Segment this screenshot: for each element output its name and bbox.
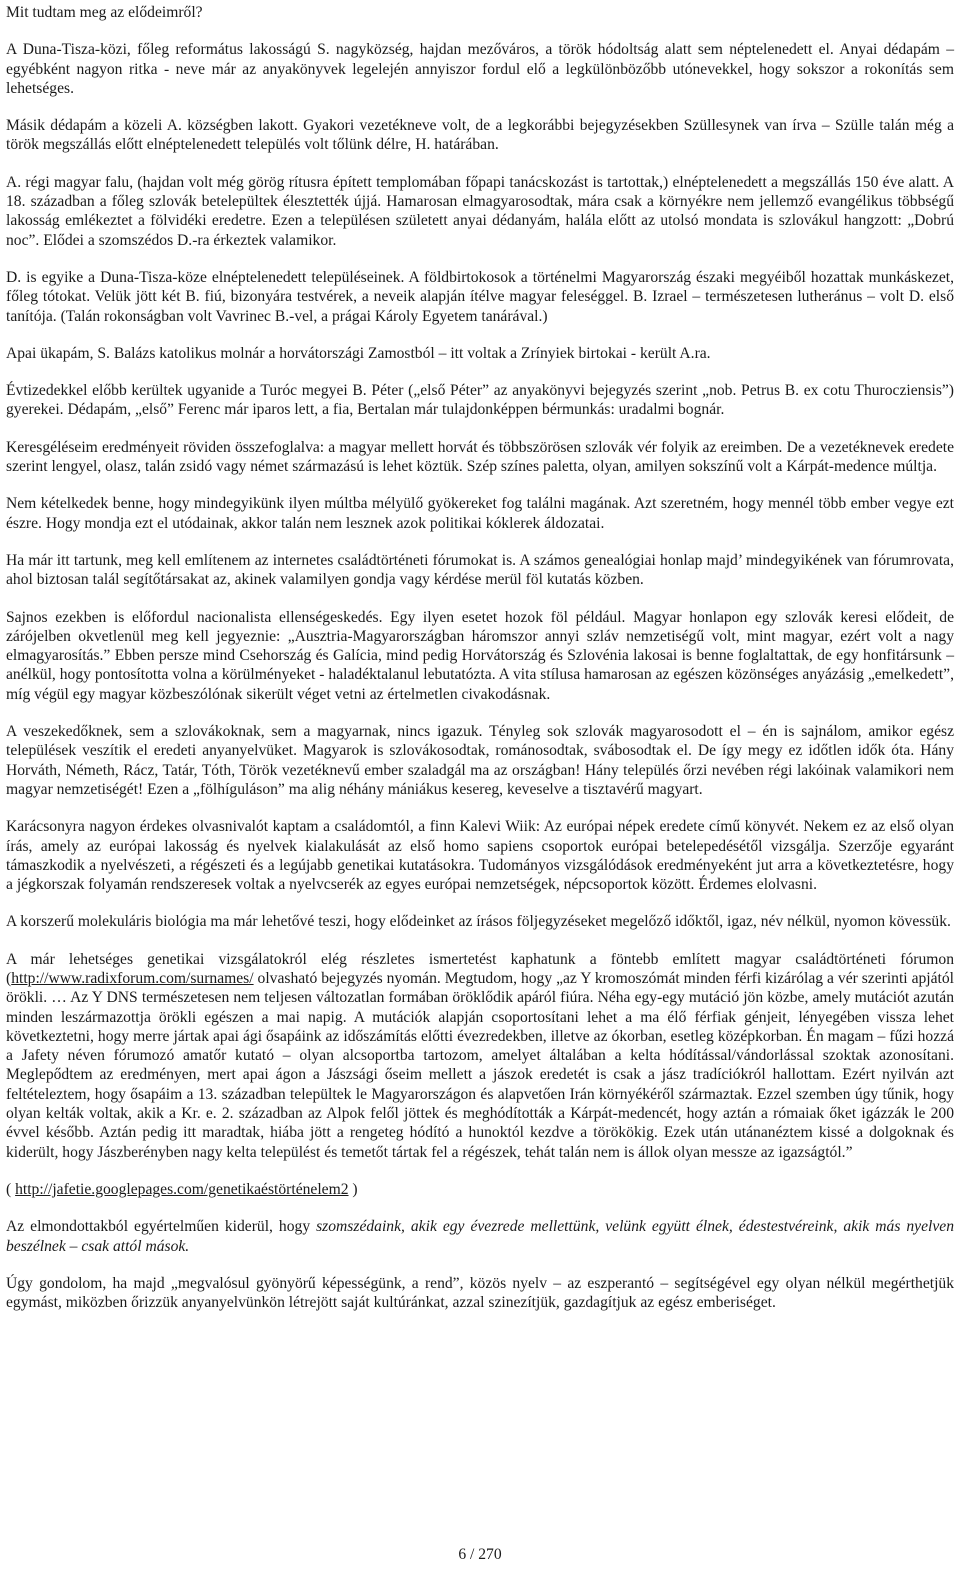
radixforum-link[interactable]: http://www.radixforum.com/surnames/ — [11, 969, 254, 987]
paragraph-10: Sajnos ezekben is előfordul nacionalista ellenségeskedés. Egy ilyen esetet hozok föl például. Magyar honlapon egy szlovák keresi elődeit, de zárójelben okvetlenül meg kell jegyeznie: „Ausztria-Magyarországban háromszor annyi szláv nemzetiségű volt, mint magyar, ezért volt a nagy elmagyarosítás.” Ebben persze mind Csehország és Galícia, mind pedig Horvátország és Szlovénia lakosai is benne foglaltattak, de egy honfitársunk – anélkül, hogy pontosította volna a körülményeket - haladéktalanul lebutatózta. A vita stílusa hamarosan az egészen közönséges anyázásig „emelkedett”, míg végül egy magyar közbeszólónak sikerült véget vetni az értelmetlen civakodásnak. — [6, 608, 954, 703]
paragraph-9: Ha már itt tartunk, meg kell említenem az internetes családtörténeti fórumokat is. A számos genealógiai honlap majd’ mindegyikének van fórumrovata, ahol biztosan talál segítőtársakat az, akinek valamilyen gondja vagy kérdése merül föl kutatás közben. — [6, 551, 954, 589]
genetics-text-before-link: A már lehetséges genetikai vizsgálatokról elég részletes ismertetést kaphatunk a föntebb említett magyar családtörténeti fórumon ( — [6, 950, 954, 987]
paragraph-4: D. is egyike a Duna-Tisza-köze elnéptelenedett településeinek. A földbirtokosok a történelmi Magyarország északi megyéiből hozattak munkáskezet, főleg tótokat. Velük jött két B. fiú, bizonyára testvérek, a neveik alapján ítélve magyar feleséggel. B. Izrael – természetesen lutheránus – volt D. első tanítója. (Talán rokonságban volt Vavrinec B.-vel, a prágai Károly Egyetem tanárával.) — [6, 268, 954, 325]
conclusion-normal-text: Az elmondottakból egyértelműen kiderül, hogy — [6, 1218, 317, 1236]
source-link-line — [6, 1180, 954, 1199]
final-paragraph: Úgy gondolom, ha majd „megvalósul gyönyörű képességünk, a rend”, közös nyelv – az eszperantó – segítségével egy olyan nélkül megérthetjük egymást, miközben őrizzük anyanyelvünkön létrejött saját kultúránkat, azzal szinezítjük, gazdagítjuk az egész emberiséget. — [6, 1274, 954, 1312]
document-title: Mit tudtam meg az elődeimről? — [6, 4, 203, 21]
source-close-paren: ) — [348, 1180, 358, 1198]
paragraph-8: Nem kételkedek benne, hogy mindegyikünk ilyen múltba mélyülő gyökereket fog találni magának. Azt szeretném, hogy mennél több ember vegye ezt észre. Hogy mondja ezt el utódainak, akkor talán nem lesznek azok politikai kóklerek áldozatai. — [6, 495, 954, 532]
genetics-paragraph — [6, 950, 954, 1162]
paragraph-12: Karácsonyra nagyon érdekes olvasnivalót kaptam a családomtól, a finn Kalevi Wiik: Az európai népek eredete című könyvét. Nekem ez az első olyan írás, amely az európai lakosság és nyelvek kialakulását az első homo sapiens csoportok európai betelepedésétől vizsgálja. Szerzője egyaránt támaszkodik a nyelvészeti, a régészeti és a legújabb genetikai kutatásokra. Tudományos vizsgálódások eredményeként jut arra a következtetésre, hogy a jégkorszak folyamán rendszeresek voltak a nyelvcserék az egyes európai nemzetségek, népcsoportok között. Érdemes elolvasni. — [6, 818, 954, 894]
paragraph-6: Évtizedekkel előbb kerültek ugyanide a Turóc megyei B. Péter („első Péter” az anyakönyvi bejegyzés szerint „nob. Petrus B. ex cotu Thurocziensis”) gyerekei. Dédapám, „első” Ferenc már iparos lett, a fia, Bertalan már tulajdonképpen bérmunkás: uradalmi bognár. — [6, 382, 954, 419]
paragraph-13: A korszerű molekuláris biológia ma már lehetővé teszi, hogy elődeinket az írásos följegyzéseket megelőző időktől, igaz, név nélkül, nyomon kövessük. — [6, 913, 951, 931]
conclusion-italic-text: szomszédaink, akik egy évezrede mellettünk, velünk együtt élnek, édestestvéreink, akik más nyelven beszélnek – csak attól mások. — [6, 1218, 954, 1255]
source-open-paren: ( — [6, 1180, 16, 1198]
paragraph-5: Apai ükapám, S. Balázs katolikus molnár a horvátországi Zamostból – itt voltak a Zrínyiek birtokai - került A.ra. — [6, 344, 711, 362]
paragraph-11: A veszekedőknek, sem a szlovákoknak, sem a magyarnak, nincs igazuk. Tényleg sok szlovák magyarosodott el – én is sajnálom, amikor egész települések veszítik el eredeti anyanyelvüket. Magyarok is szlovákosodtak, románosodtak, svábosodtak el. De így megy ez időtlen idők óta. Hány Horváth, Németh, Rácz, Tatár, Tóth, Török vezetéknevű ember szaladgál ma az országban! Hány település őrzi nevében régi lakóinak valamikori nem magyar nemzetiségét! Ezen a „fölhíguláson” ma alig néhány mániákus kesereg, keveselve a tisztavérű magyart. — [6, 723, 954, 798]
jafetie-link[interactable]: http://jafetie.googlepages.com/genetikaéstörténelem2 — [15, 1180, 349, 1198]
paragraph-7: Keresgéléseim eredményeit röviden összefoglalva: a magyar mellett horvát és többszörösen szlovák vér folyik az ereimben. De a vezetéknevek eredete szerint lengyel, olasz, talán zsidó vagy német származású is lehet köztük. Szép színes paletta, olyan, amilyen sokszínű volt a Kárpát-medence múltja. — [6, 438, 954, 476]
conclusion-paragraph — [6, 1217, 954, 1256]
paragraph-3: A. régi magyar falu, (hajdan volt még görög rítusra épített templomában főpapi tanácskozást is tartottak,) elnéptelenedett a megszállás 150 éve alatt. A 18. században a főleg szlovák betelepültek élesztették újjá. Hamarosan elmagyarosodtak, mára csak a környékre nem jellemző evangélikus többségű lakosság emlékeztet a fölvidéki eredetre. Ezen a településen született anyai dédanyám, halála előtt az utolsó mondata is szlovákul hangzott: „Dobrú noc”. Elődei a szomszédos D.-ra érkeztek valamikor. — [6, 173, 954, 249]
paragraph-1: A Duna-Tisza-közi, főleg református lakosságú S. nagyközség, hajdan mezőváros, a török hódoltság alatt sem néptelenedett el. Anyai dédapám – egyébként nagyon ritka - neve már az anyakönyvek legelején annyiszor fordul elő a legkülönbözőbb utónevekkel, hogy sokszor a rokonítás sem lehetséges. — [6, 41, 954, 97]
genetics-text-after-link: olvasható bejegyzés nyomán. Megtudom, hogy „az Y kromoszómát minden férfi kizárólag a vér szerinti apjától örökli. … Az Y DNS természetesen nem teljesen változatlan formában öröklődik apáról fiúra. Néha egy-egy mutáció jön közbe, amely mutációt azután minden leszármazottja örökli egészen a mai napig. A mutációk alapján csoportosítani lehet a ma élő férfiak génjeit, lényegében vissza lehet következtetni, hogy merre jártak apai ági ősapáink az időszámítás előtti évezredekben, illetve az ókorban, esetleg középkorban. Én magam – fűzi hozzá a Jafety néven fórumozó amatőr kutató – olyan alcsoportba tartozom, amelyet általában a kelta hódítással/vándorlással szoktak azonosítani. Meglepődtem az eredményen, mert apai ágon a Jászsági őseim mellett a jászok eredetét is csak a jász tradíciókról hallottam. Ezért nyilván azt feltételeztem, hogy ősapáim a 13. században települtek le Magyarországon és alapvetően Irán környékéről származtak. Ezzel szemben úgy tűnik, hogy olyan kelták voltak, akik a Kr. e. 2. században az Alpok felől jöttek és meghódították a Kárpát-medencét, hogy aztán a rómaiak őket igázzák le 200 évvel később. Aztán pedig itt maradtak, hiába jött a rengeteg hódító a hunoktól kezdve a törökökig. Ezek után utánanéztem kissé a dolgoknak és kiderült, hogy Jászberényben nagy kelta települést és temetőt tártak fel a régészek, tehát talán nem is állok olyan messze az igazságtól.” — [6, 969, 954, 1161]
document-page — [6, 3, 954, 1330]
page-number: 6 / 270 — [458, 1546, 502, 1563]
paragraph-2: Másik dédapám a közeli A. községben lakott. Gyakori vezetékneve volt, de a legkorábbi bejegyzésekben Szüllesynek van írva – Szülle talán még a török megszállás előtt elnéptelenedett település volt tőlünk délre, H. határában. — [6, 117, 954, 154]
